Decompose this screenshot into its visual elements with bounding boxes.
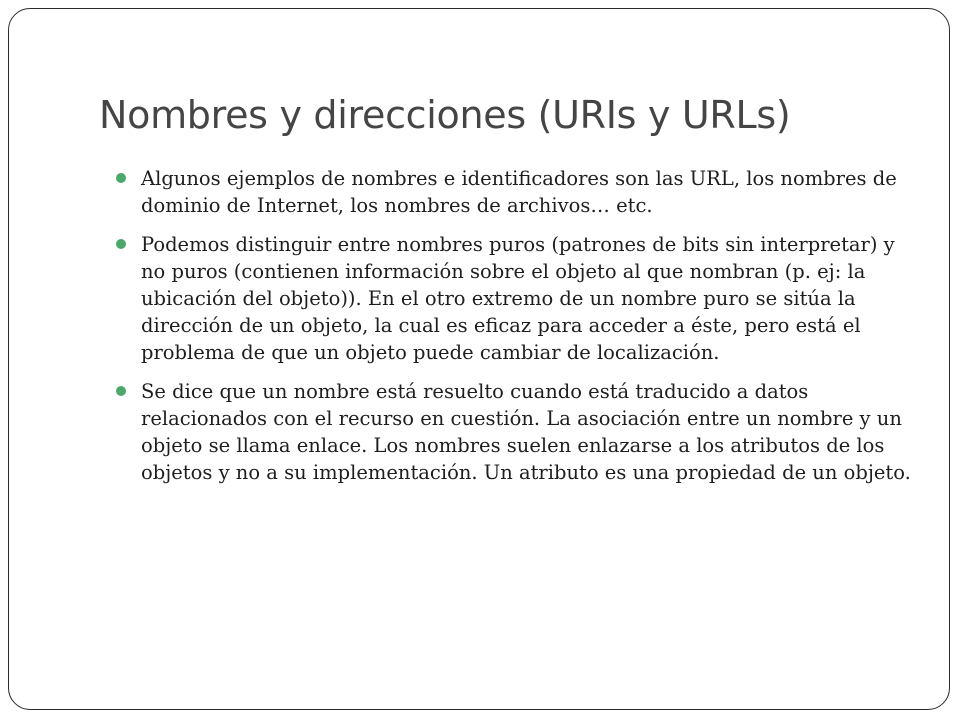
bullet-text: Se dice que un nombre está resuelto cuando está traducido a datos relacionados con el recurso en cuestión. La asociación entre un nombre y un objeto se llama enlace. Los nombres suelen enlazarse a los atributos de los objetos y no a su implementación. Un atributo es una propiedad de un objeto. (141, 380, 911, 484)
bullet-text: Algunos ejemplos de nombres e identificadores son las URL, los nombres de dominio de Internet, los nombres de archivos… etc. (141, 167, 897, 217)
bullet-text: Podemos distinguir entre nombres puros (patrones de bits sin interpretar) y no puros (contienen información sobre el objeto al que nombran (p. ej: la ubicación del objeto)). En el otro extremo de un nombre puro se sitúa la dirección de un objeto, la cual es eficaz para acceder a éste, pero está el problema de que un objeto puede cambiar de localización. (141, 233, 895, 364)
slide-frame (8, 8, 950, 710)
bullet-item (114, 231, 914, 366)
bullet-dot-icon (116, 239, 126, 249)
bullet-item (114, 378, 914, 486)
slide-title: Nombres y direcciones (URIs y URLs) (99, 93, 791, 137)
bullet-list (114, 165, 914, 498)
bullet-item (114, 165, 914, 219)
bullet-dot-icon (116, 386, 126, 396)
bullet-dot-icon (116, 173, 126, 183)
